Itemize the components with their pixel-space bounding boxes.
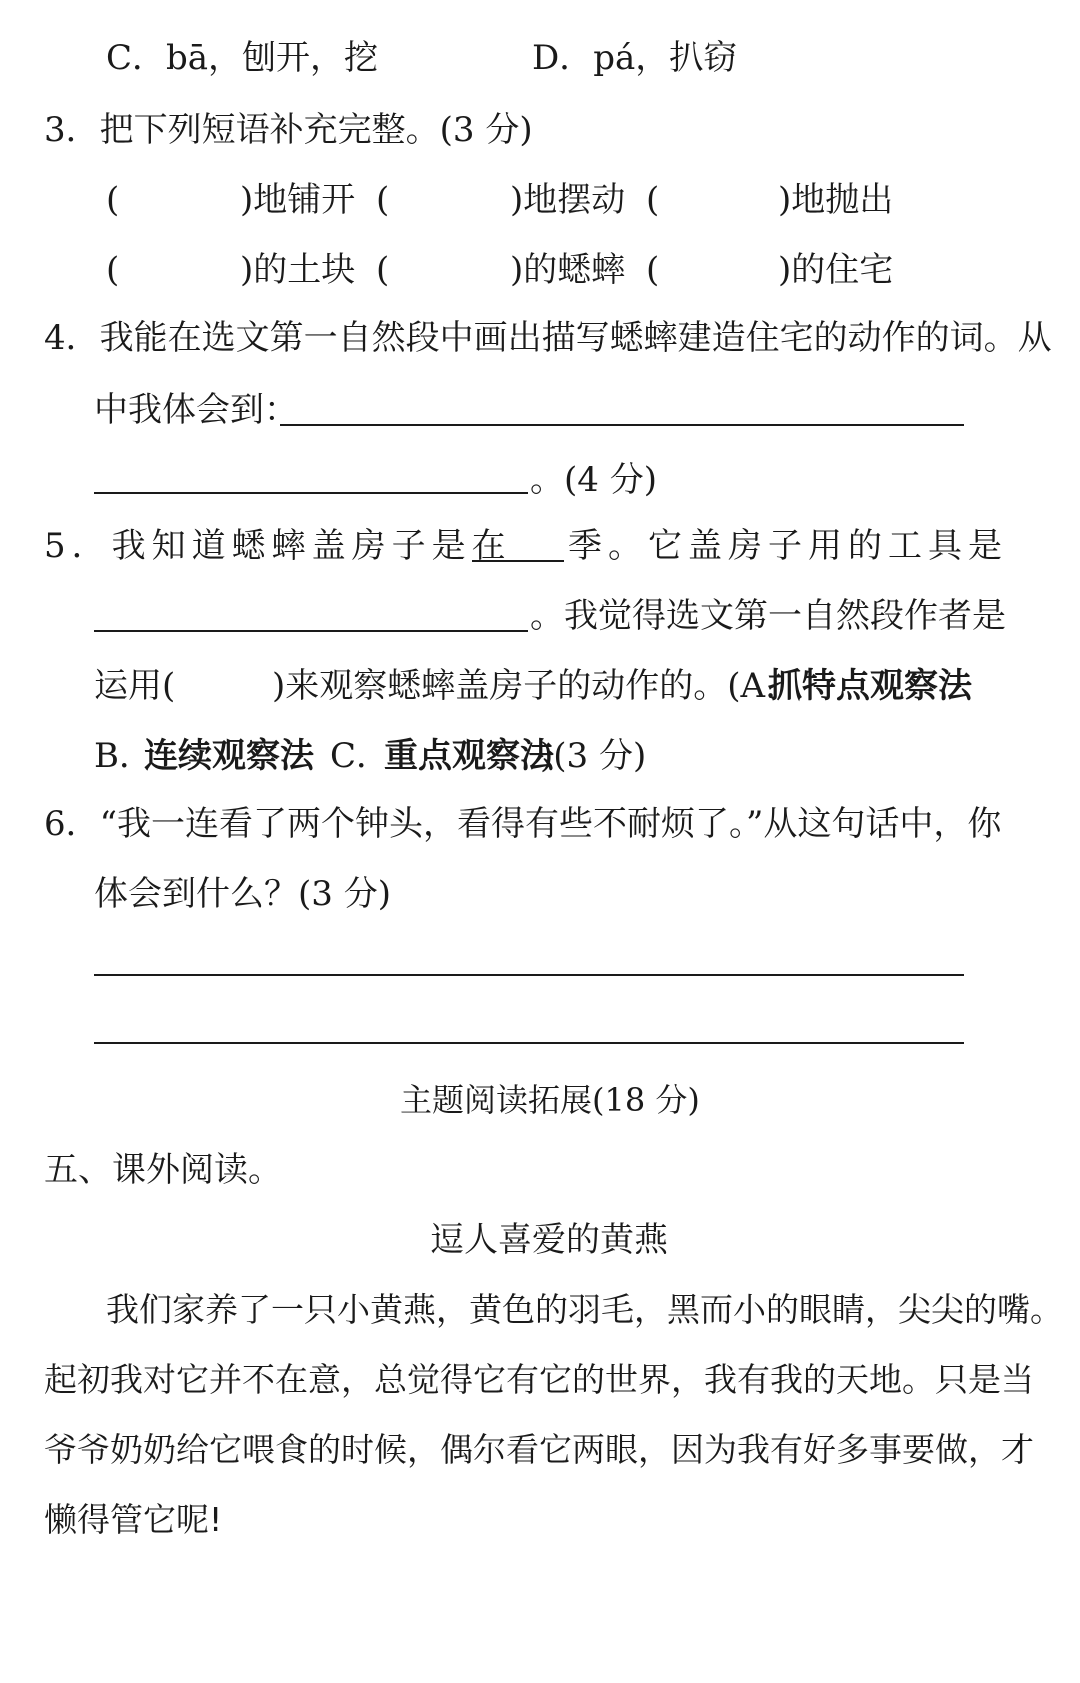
q3-r1-open2: (	[376, 180, 390, 220]
q5-line1-prefix: 5．我知道蟋蟀盖房子是在	[44, 526, 512, 566]
option-c: C．bā，刨开，挖	[106, 38, 379, 78]
q6-line2: 体会到什么？(3 分)	[94, 874, 391, 914]
part-five-heading: 五、课外阅读。	[44, 1150, 282, 1190]
q5-tool-blank[interactable]	[94, 630, 528, 632]
story-line-3: 爷爷奶奶给它喂食的时候，偶尔看它两眼，因为我有好多事要做，才	[44, 1430, 1034, 1469]
q3-r2-text1: )的土块	[240, 250, 356, 290]
q3-r2-open2: (	[376, 250, 390, 290]
q3-r2-text3: )的住宅	[778, 250, 894, 290]
q3-r1-text1: )地铺开	[240, 180, 356, 220]
q3-r1-text3: )地抛出	[778, 180, 894, 220]
q4-answer-line-2[interactable]	[94, 492, 528, 494]
q5-option-c-letter: C．	[330, 736, 391, 776]
q3-r2-text2: )的蟋蟀	[510, 250, 626, 290]
q5-option-b-letter: B．	[94, 736, 153, 776]
q5-line1-suffix: 季。它盖房子用的工具是	[568, 526, 1008, 566]
q6-line1: 6．“我一连看了两个钟头，看得有些不耐烦了。”从这句话中，你	[44, 804, 1002, 844]
q6-answer-line-2[interactable]	[94, 1042, 964, 1044]
section-header: 主题阅读拓展(18 分)	[400, 1081, 700, 1119]
q5-line3-prefix: 运用(	[94, 666, 176, 706]
q4-answer-line-1[interactable]	[280, 424, 964, 426]
q3-r2-open3: (	[646, 250, 660, 290]
q3-r1-open1: (	[106, 180, 120, 220]
q3-r2-open1: (	[106, 250, 120, 290]
q6-answer-line-1[interactable]	[94, 974, 964, 976]
q4-line1: 4．我能在选文第一自然段中画出描写蟋蟀建造住宅的动作的词。从	[44, 318, 1052, 358]
story-line-4: 懒得管它呢!	[44, 1500, 223, 1539]
q5-line2-suffix: 。我觉得选文第一自然段作者是	[530, 596, 1006, 636]
q5-option-c: 重点观察法	[384, 736, 554, 776]
q4-line3-suffix: 。(4 分)	[530, 460, 657, 500]
q3-r1-open3: (	[646, 180, 660, 220]
q5-option-b: 连续观察法	[144, 736, 314, 776]
story-title: 逗人喜爱的黄燕	[430, 1220, 668, 1260]
q5-line4-suffix: )(3 分)	[540, 736, 647, 776]
story-line-2: 起初我对它并不在意，总觉得它有它的世界，我有我的天地。只是当	[44, 1360, 1034, 1399]
q5-line3-mid: )来观察蟋蟀盖房子的动作的。(A.	[272, 666, 776, 706]
q3-prompt: 3．把下列短语补充完整。(3 分)	[44, 110, 533, 150]
q5-season-blank[interactable]	[472, 560, 564, 562]
q4-line2-prefix: 中我体会到：	[94, 390, 298, 430]
q3-r1-text2: )地摆动	[510, 180, 626, 220]
story-line-1: 我们家养了一只小黄燕，黄色的羽毛，黑而小的眼睛，尖尖的嘴。	[106, 1290, 1063, 1329]
option-d: D．pá，扒窃	[532, 38, 738, 78]
q5-option-a: 抓特点观察法	[768, 666, 972, 706]
